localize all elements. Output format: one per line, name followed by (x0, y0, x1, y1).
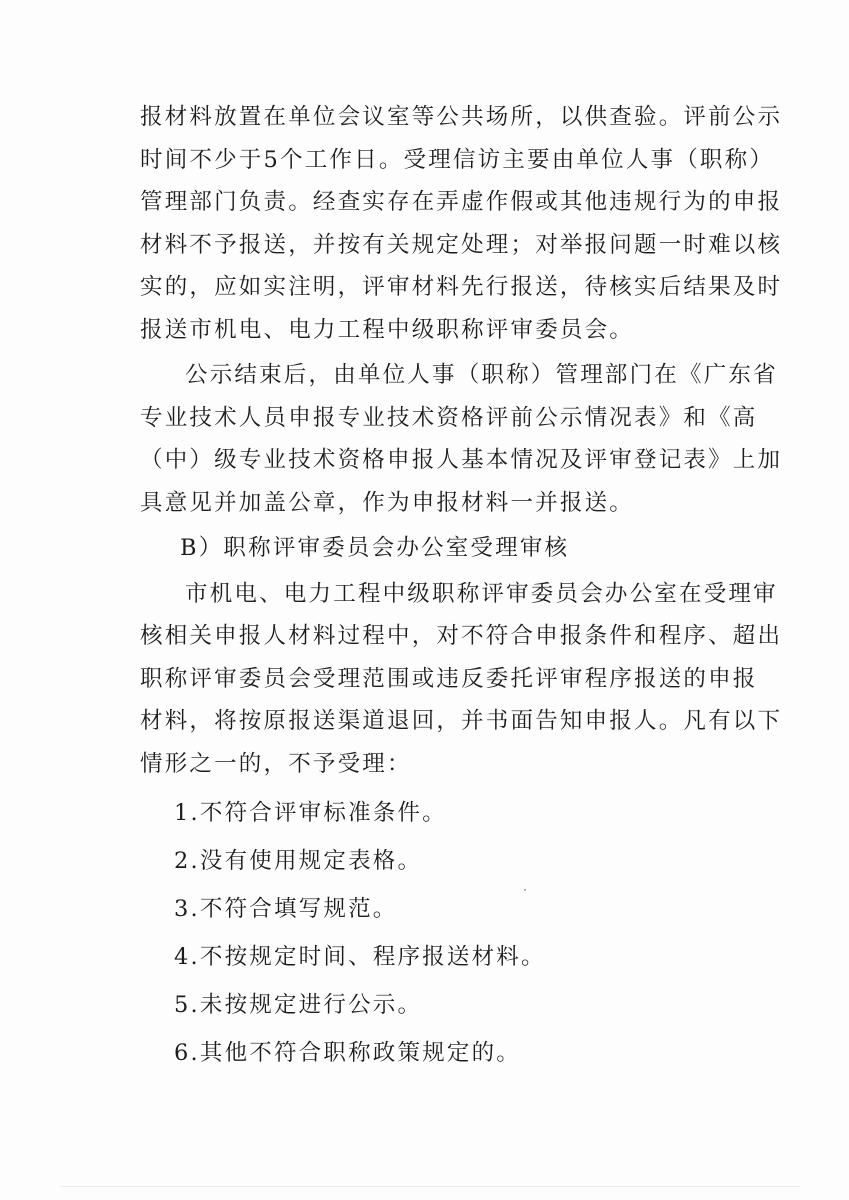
text-line: 市机电、电力工程中级职称评审委员会办公室在受理审 (185, 580, 778, 607)
text-line: 报材料放置在单位会议室等公共场所，以供查验。评前公示 (140, 104, 783, 130)
rejection-criteria-list (140, 789, 740, 1077)
text-line: 专业技术人员申报专业技术资格评前公示情况表》和《高 (140, 404, 758, 431)
text-line: 公示结束后，由单位人事（职称）管理部门在《广东省 (185, 362, 778, 388)
scan-edge-line (60, 1186, 800, 1187)
paragraph-publicity-and-complaints (140, 96, 783, 351)
scan-speck (524, 889, 526, 891)
text-line: （中）级专业技术资格申报人基本情况及评审登记表》上加 (140, 447, 783, 473)
text-line: 职称评审委员会受理范围或违反委托评审程序报送的申报 (140, 665, 758, 692)
list-item: 6.其他不符合职称政策规定的。 (174, 1040, 521, 1066)
paragraph-after-publicity (140, 354, 783, 524)
text-line: 材料，将按原报送渠道退回，并书面告知申报人。凡有以下 (140, 708, 783, 734)
section-heading-b (140, 527, 740, 570)
paragraph-office-review (140, 573, 783, 786)
section-heading: B）职称评审委员会办公室受理审核 (180, 535, 570, 561)
list-item: 4.不按规定时间、程序报送材料。 (174, 944, 546, 970)
text-line: 时间不少于5个工作日。受理信访主要由单位人事（职称） (140, 146, 775, 173)
list-item: 3.不符合填写规范。 (174, 896, 398, 922)
text-line: 实的，应如实注明，评审材料先行报送，待核实后结果及时 (140, 274, 783, 300)
text-line: 具意见并加盖公章，作为申报材料一并报送。 (140, 489, 635, 516)
text-line: 情形之一的，不予受理： (140, 750, 412, 777)
list-item: 5.未按规定进行公示。 (174, 992, 423, 1018)
text-line: 材料不予报送，并按有关规定处理；对举报问题一时难以核 (140, 231, 783, 258)
text-line: 管理部门负责。经查实存在弄虚作假或其他违规行为的申报 (140, 189, 783, 215)
list-item: 2.没有使用规定表格。 (174, 848, 423, 874)
list-item: 1.不符合评审标准条件。 (174, 800, 447, 826)
text-line: 报送市机电、电力工程中级职称评审委员会。 (140, 316, 635, 343)
text-line: 核相关申报人材料过程中，对不符合申报条件和程序、超出 (140, 623, 783, 649)
document-body (140, 96, 783, 1077)
